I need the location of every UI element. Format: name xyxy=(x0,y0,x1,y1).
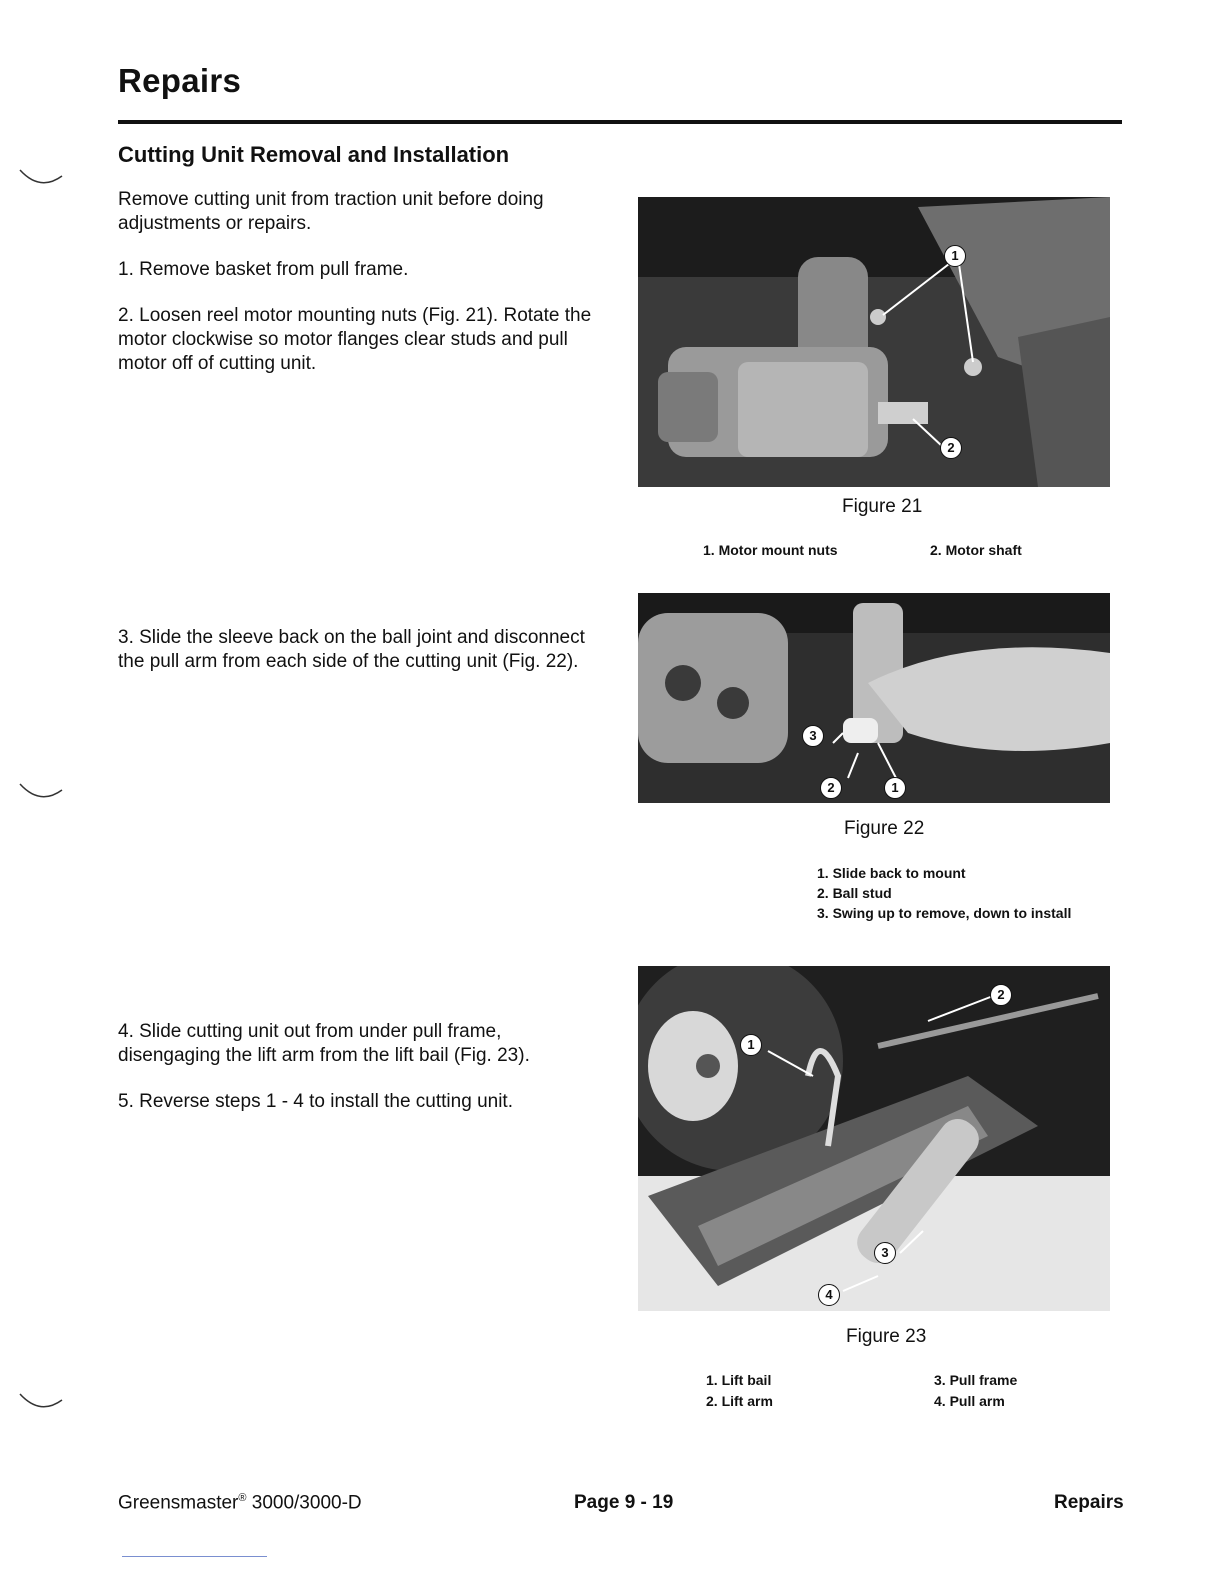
figure-22-legend-3: 3. Swing up to remove, down to install xyxy=(817,905,1072,921)
footer-model: 3000/3000-D xyxy=(246,1492,362,1514)
callout-1: 1 xyxy=(740,1034,762,1056)
figure-21-caption: Figure 21 xyxy=(842,496,923,517)
figure-23-legend-2: 2. Lift arm xyxy=(706,1393,773,1409)
footer-product xyxy=(118,1492,362,1514)
figure-23-legend-3: 3. Pull frame xyxy=(934,1372,1018,1388)
ball-joint-photo-image xyxy=(638,593,1110,803)
callout-1: 1 xyxy=(944,245,966,267)
figure-21-photo xyxy=(638,197,1110,487)
figure-22-legend-1: 1. Slide back to mount xyxy=(817,865,966,881)
figure-23-photo xyxy=(638,966,1110,1311)
figure-23-legend-1: 1. Lift bail xyxy=(706,1372,772,1388)
figure-21-legend-2: 2. Motor shaft xyxy=(930,542,1022,558)
footer-product-name: Greensmaster xyxy=(118,1492,239,1514)
binder-hole-mark xyxy=(18,168,64,188)
callout-3: 3 xyxy=(802,725,824,747)
title-rule xyxy=(118,120,1122,124)
intro-paragraph: Remove cutting unit from traction unit before doing adjustments or repairs. xyxy=(118,189,544,234)
binder-hole-mark xyxy=(18,782,64,802)
figure-21-legend-1: 1. Motor mount nuts xyxy=(703,542,838,558)
step-4: 4. Slide cutting unit out from under pull frame, disengaging the lift arm from the lift bail (Fig. 23). xyxy=(118,1021,530,1066)
step-1: 1. Remove basket from pull frame. xyxy=(118,259,409,280)
cutting-unit-photo-image xyxy=(638,966,1110,1311)
figure-22-legend-2: 2. Ball stud xyxy=(817,885,892,901)
figure-23-legend-4: 4. Pull arm xyxy=(934,1393,1005,1409)
figure-23-caption: Figure 23 xyxy=(846,1326,927,1347)
callout-1: 1 xyxy=(884,777,906,799)
callout-3: 3 xyxy=(874,1242,896,1264)
figure-22-caption: Figure 22 xyxy=(844,818,925,839)
step-5: 5. Reverse steps 1 - 4 to install the cutting unit. xyxy=(118,1091,513,1112)
section-title: Repairs xyxy=(118,62,242,99)
step-2: 2. Loosen reel motor mounting nuts (Fig. 21). Rotate the motor clockwise so motor flanges clear studs and pull motor off of cutting unit. xyxy=(118,305,592,374)
footer-page-number: Page 9 - 19 xyxy=(574,1492,674,1513)
subsection-title: Cutting Unit Removal and Installation xyxy=(118,142,510,167)
binder-hole-mark xyxy=(18,1392,64,1412)
motor-photo-image xyxy=(638,197,1110,487)
step-3: 3. Slide the sleeve back on the ball joint and disconnect the pull arm from each side of the cutting unit (Fig. 22). xyxy=(118,627,585,672)
bottom-rule xyxy=(122,1556,267,1557)
registered-mark: ® xyxy=(238,1492,247,1504)
figure-22-photo xyxy=(638,593,1110,803)
callout-4: 4 xyxy=(818,1284,840,1306)
callout-2: 2 xyxy=(990,984,1012,1006)
callout-2: 2 xyxy=(820,777,842,799)
footer-section: Repairs xyxy=(1054,1492,1124,1513)
callout-2: 2 xyxy=(940,437,962,459)
